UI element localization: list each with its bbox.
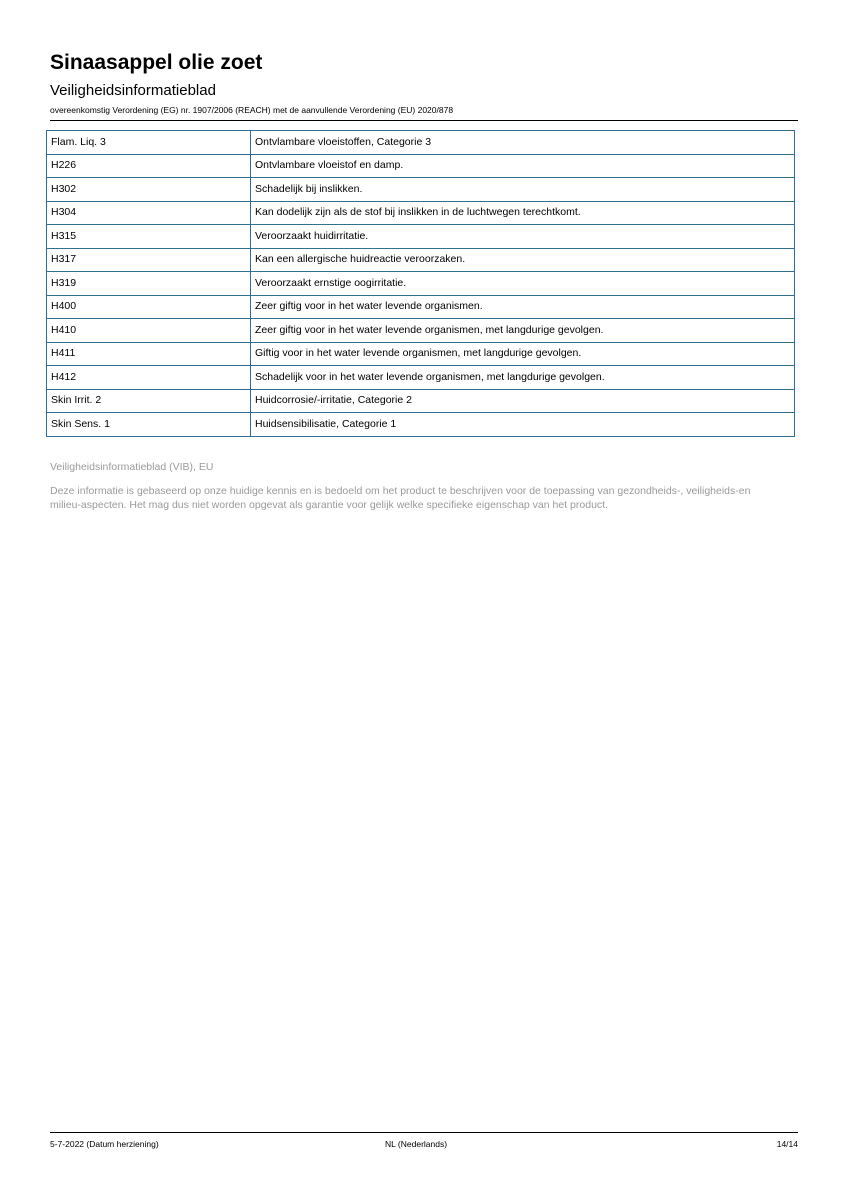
hazard-statement-cell: Zeer giftig voor in het water levende organismen, met langdurige gevolgen. <box>251 319 795 343</box>
table-row <box>47 248 795 272</box>
table-row <box>47 272 795 296</box>
hazard-code-cell: H302 <box>47 178 251 202</box>
table-row <box>47 319 795 343</box>
hazard-statement-cell: Kan dodelijk zijn als de stof bij inslikken in de luchtwegen terechtkomt. <box>251 201 795 225</box>
hazard-code-cell: H410 <box>47 319 251 343</box>
hazard-statement-cell: Ontvlambare vloeistof en damp. <box>251 154 795 178</box>
footer-divider <box>50 1132 798 1133</box>
hazard-code-cell: H412 <box>47 366 251 390</box>
hazard-code-cell: H319 <box>47 272 251 296</box>
hazard-code-cell: Skin Sens. 1 <box>47 413 251 437</box>
hazard-statement-cell: Schadelijk voor in het water levende organismen, met langdurige gevolgen. <box>251 366 795 390</box>
hazard-table-body <box>47 131 795 437</box>
hazard-statement-cell: Veroorzaakt huidirritatie. <box>251 225 795 249</box>
hazard-code-cell: H226 <box>47 154 251 178</box>
table-row <box>47 225 795 249</box>
hazard-table <box>46 130 795 437</box>
hazard-statement-cell: Huidsensibilisatie, Categorie 1 <box>251 413 795 437</box>
hazard-code-cell: Skin Irrit. 2 <box>47 389 251 413</box>
table-row <box>47 201 795 225</box>
footer-page-number: 14/14 <box>776 1139 798 1149</box>
hazard-statement-cell: Veroorzaakt ernstige oogirritatie. <box>251 272 795 296</box>
hazard-code-cell: H400 <box>47 295 251 319</box>
table-row <box>47 366 795 390</box>
vib-label: Veiligheidsinformatieblad (VIB), EU <box>50 461 214 473</box>
table-row <box>47 178 795 202</box>
disclaimer-text: Deze informatie is gebaseerd op onze huidige kennis en is bedoeld om het product te beschrijven voor de toepassing van gezondheids-, veiligheids-en milieu-aspecten. Het mag dus niet worden opgevat als garantie voor gelijk welke specifieke eigenschap van het product. <box>50 485 751 511</box>
header-divider <box>50 120 798 121</box>
footer-revision-date: 5-7-2022 (Datum herziening) <box>50 1139 159 1149</box>
hazard-statement-cell: Schadelijk bij inslikken. <box>251 178 795 202</box>
hazard-statement-cell: Kan een allergische huidreactie veroorzaken. <box>251 248 795 272</box>
regulation-line: overeenkomstig Verordening (EG) nr. 1907/2006 (REACH) met de aanvullende Verordening (EU) 2020/878 <box>50 105 454 115</box>
hazard-statement-cell: Zeer giftig voor in het water levende organismen. <box>251 295 795 319</box>
hazard-statement-cell: Ontvlambare vloeistoffen, Categorie 3 <box>251 131 795 155</box>
hazard-code-cell: H411 <box>47 342 251 366</box>
hazard-code-cell: Flam. Liq. 3 <box>47 131 251 155</box>
document-type: Veiligheidsinformatieblad <box>50 82 216 99</box>
table-row <box>47 342 795 366</box>
hazard-statement-cell: Giftig voor in het water levende organismen, met langdurige gevolgen. <box>251 342 795 366</box>
hazard-code-cell: H317 <box>47 248 251 272</box>
table-row <box>47 131 795 155</box>
footer-language: NL (Nederlands) <box>385 1139 448 1149</box>
table-row <box>47 389 795 413</box>
page-title: Sinaasappel olie zoet <box>50 51 263 74</box>
hazard-code-cell: H304 <box>47 201 251 225</box>
table-row <box>47 295 795 319</box>
hazard-code-cell: H315 <box>47 225 251 249</box>
hazard-statement-cell: Huidcorrosie/-irritatie, Categorie 2 <box>251 389 795 413</box>
table-row <box>47 154 795 178</box>
table-row <box>47 413 795 437</box>
